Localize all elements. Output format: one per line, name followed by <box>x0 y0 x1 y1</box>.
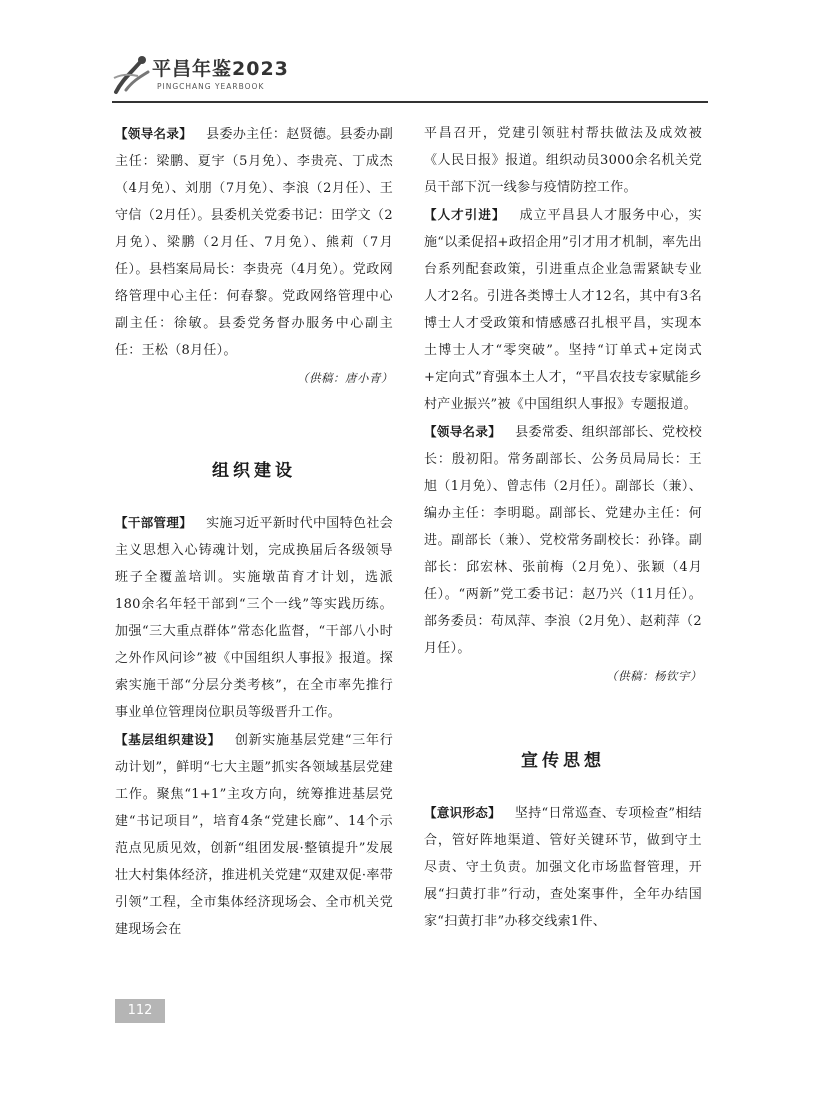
leaders-paragraph-1 <box>115 120 393 364</box>
yearbook-title: 平昌年鉴2023 <box>152 58 289 80</box>
cadre-text: 实施习近平新时代中国特色社会主义思想入心铸魂计划，完成换届后各级领导班子全覆盖培训。实施墩苗育才计划，选派180余名年轻干部到“三个一线”等实践历练。加强“三大重点群体”常态化监督，“干部八小时之外作风问诊”被《中国组织人事报》报道。探索实施干部“分层分类考核”，在全市率先推行事业单位管理岗位职员等级晋升工作。 <box>115 516 393 720</box>
yearbook-subtitle: PINGCHANG YEARBOOK <box>157 82 265 91</box>
ideology-paragraph <box>424 799 702 935</box>
grassroots-paragraph <box>115 726 393 943</box>
cadre-paragraph <box>115 509 393 726</box>
leaders-tag-1: 【领导名录】 <box>115 126 193 141</box>
talent-paragraph <box>424 201 702 418</box>
page-header <box>0 0 816 110</box>
leaders-paragraph-2 <box>424 418 702 662</box>
grassroots-continued: 平昌召开，党建引领驻村帮扶做法及成效被《人民日报》报道。组织动员3000余名机关党员干部下沉一线参与疫情防控工作。 <box>424 126 702 195</box>
talent-text: 成立平昌县人才服务中心，实施“以柔促招+政招企用”引才用才机制，率先出台系列配套政策，引进重点企业急需紧缺专业人才2名。引进各类博士人才12名，其中有3名博士人才受政策和情感感召扎根平昌，实现本土博士人才“零突破”。坚持“订单式+定岗式+定向式”育强本土人才，“平昌农技专家赋能乡村产业振兴”被《中国组织人事报》专题报道。 <box>424 208 702 412</box>
header-divider <box>112 101 708 103</box>
ideology-text: 坚持“日常巡查、专项检查”相结合，管好阵地渠道、管好关键环节，做到守土尽责、守土负责。加强文化市场监督管理，开展“扫黄打非”行动，查处案事件，全年办结国家“扫黄打非”办移交线索1件、 <box>424 806 702 929</box>
leaders-text-2: 县委常委、组织部部长、党校校长：殷初阳。常务副部长、公务员局局长：王旭（1月免）、曾志伟（2月任）。副部长（兼）、编办主任：李明聪。副部长、党建办主任：何进。副部长（兼）、党校常务副校长：孙锋。副部长：邱宏林、张前梅（2月免）、张颖（4月任）。“两新”党工委书记：赵乃兴（11月任）。部务委员：苟凤萍、李浪（2月免）、赵莉萍（2月任）。 <box>424 425 702 656</box>
left-column <box>115 120 393 943</box>
source-credit-1: （供稿：唐小青） <box>297 371 393 385</box>
section-title-publicity: 宣传思想 <box>521 751 605 771</box>
page-number: 112 <box>115 999 165 1023</box>
grassroots-tag: 【基层组织建设】 <box>115 732 221 747</box>
leaders-tag-2: 【领导名录】 <box>424 424 502 439</box>
section-title-organization: 组织建设 <box>212 461 296 481</box>
cadre-tag: 【干部管理】 <box>115 515 193 530</box>
ideology-tag: 【意识形态】 <box>424 805 501 820</box>
grassroots-text: 创新实施基层党建“三年行动计划”，鲜明“七大主题”抓实各领域基层党建工作。聚焦“1+1”主攻方向，统筹推进基层党建“书记项目”，培育4条“党建长廊”、14个示范点见质见效，创新“组团发展·整镇提升”发展壮大村集体经济，推进机关党建“双建双促·率带引领”工程，全市集体经济现场会、全市机关党建现场会在 <box>115 733 393 937</box>
talent-tag: 【人才引进】 <box>424 207 506 222</box>
yearbook-logo-icon <box>112 52 152 96</box>
source-credit-2: （供稿：杨钦宇） <box>606 669 702 683</box>
right-column <box>424 120 702 935</box>
leaders-text-1: 县委办主任：赵贤德。县委办副主任：梁鹏、夏宇（5月免）、李贵亮、丁成杰（4月免）、刘朋（7月免）、李浪（2月任）、王守信（2月任）。县委机关党委书记：田学文（2月免）、梁鹏（2月任、7月免）、熊莉（7月任）。县档案局局长：李贵亮（4月免）。党政网络管理中心主任：何春黎。党政网络管理中心副主任：徐敏。县委党务督办服务中心副主任：王松（8月任）。 <box>115 127 393 358</box>
